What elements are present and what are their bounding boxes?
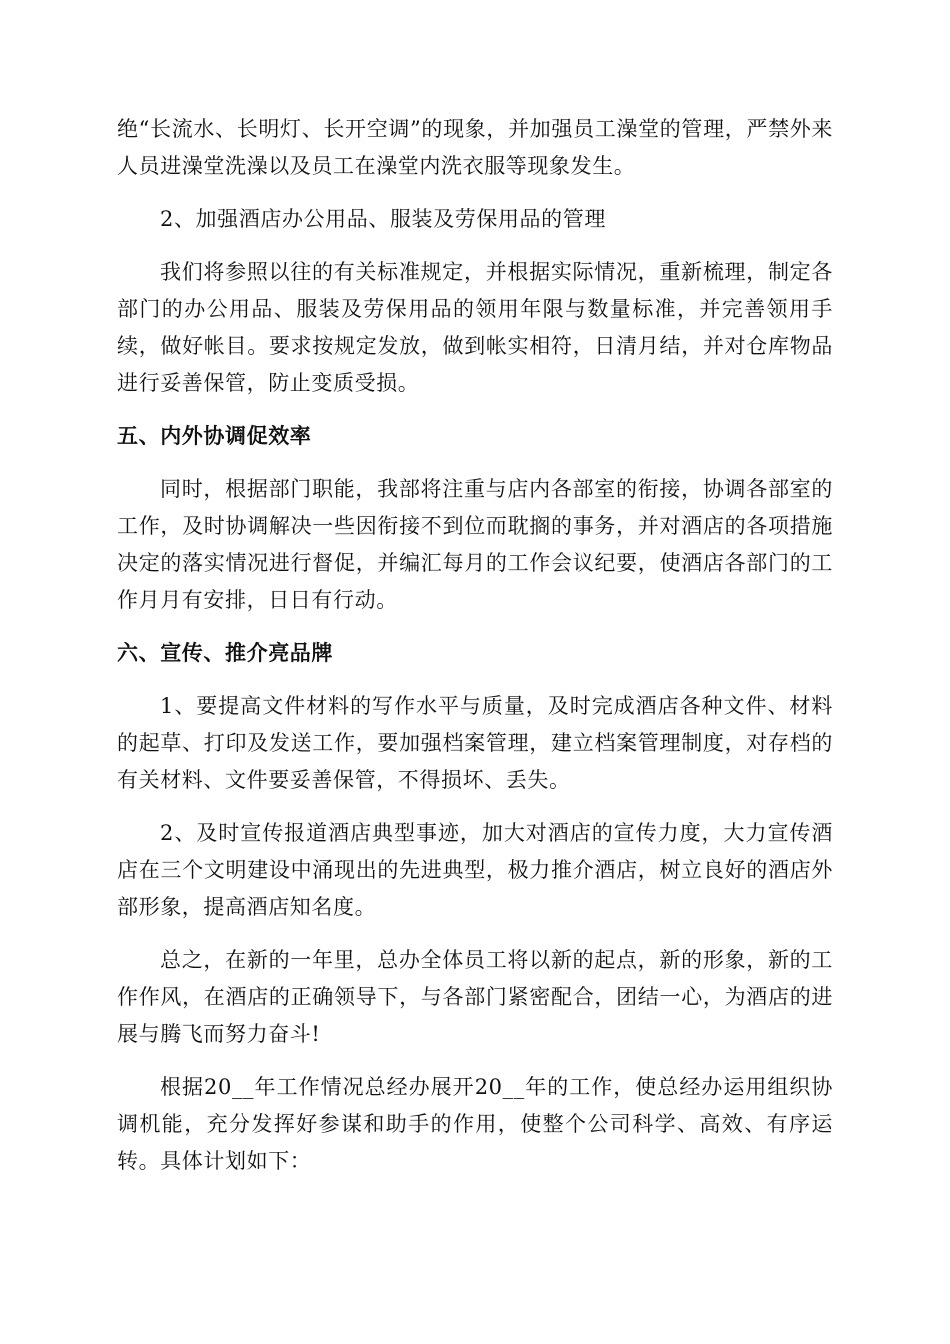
paragraph-1: 绝“长流水、长明灯、长开空调”的现象，并加强员工澡堂的管理，严禁外来人员进澡堂洗澡以及员工在澡堂内洗衣服等现象发生。: [117, 117, 833, 178]
paragraph-7: 总之，在新的一年里，总办全体员工将以新的起点，新的形象，新的工作作风，在酒店的正确领导下，与各部门紧密配合，团结一心，为酒店的进展与腾飞而努力奋斗!: [117, 948, 833, 1046]
section-heading-5: 五、内外协调促效率: [117, 424, 312, 448]
paragraph-6: 2、及时宣传报道酒店典型事迹，加大对酒店的宣传力度，大力宣传酒店在三个文明建设中涌现出的先进典型，极力推介酒店，树立良好的酒店外部形象，提高酒店知名度。: [117, 821, 833, 919]
paragraph-5: 1、要提高文件材料的写作水平与质量，及时完成酒店各种文件、材料的起草、打印及发送工作，要加强档案管理，建立档案管理制度，对存档的有关材料、文件要妥善保管，不得损坏、丢失。: [117, 694, 833, 792]
section-heading-6: 六、宣传、推介亮品牌: [117, 641, 333, 665]
paragraph-2: 2、加强酒店办公用品、服装及劳保用品的管理: [160, 207, 606, 231]
paragraph-3: 我们将参照以往的有关标准规定，并根据实际情况，重新梳理，制定各部门的办公用品、服装及劳保用品的领用年限与数量标准，并完善领用手续，做好帐目。要求按规定发放，做到帐实相符，日清月结，并对仓库物品进行妥善保管，防止变质受损。: [117, 260, 833, 395]
document-body: [117, 111, 833, 1196]
paragraph-4: 同时，根据部门职能，我部将注重与店内各部室的衔接，协调各部室的工作，及时协调解决一些因衔接不到位而耽搁的事务，并对酒店的各项措施决定的落实情况进行督促，并编汇每月的工作会议纪要，使酒店各部门的工作月月有安排，日日有行动。: [117, 477, 833, 612]
paragraph-8: 根据20__年工作情况总经办展开20__年的工作，使总经办运用组织协调机能，充分发挥好参谋和助手的作用，使整个公司科学、高效、有序运转。具体计划如下：: [117, 1075, 833, 1173]
